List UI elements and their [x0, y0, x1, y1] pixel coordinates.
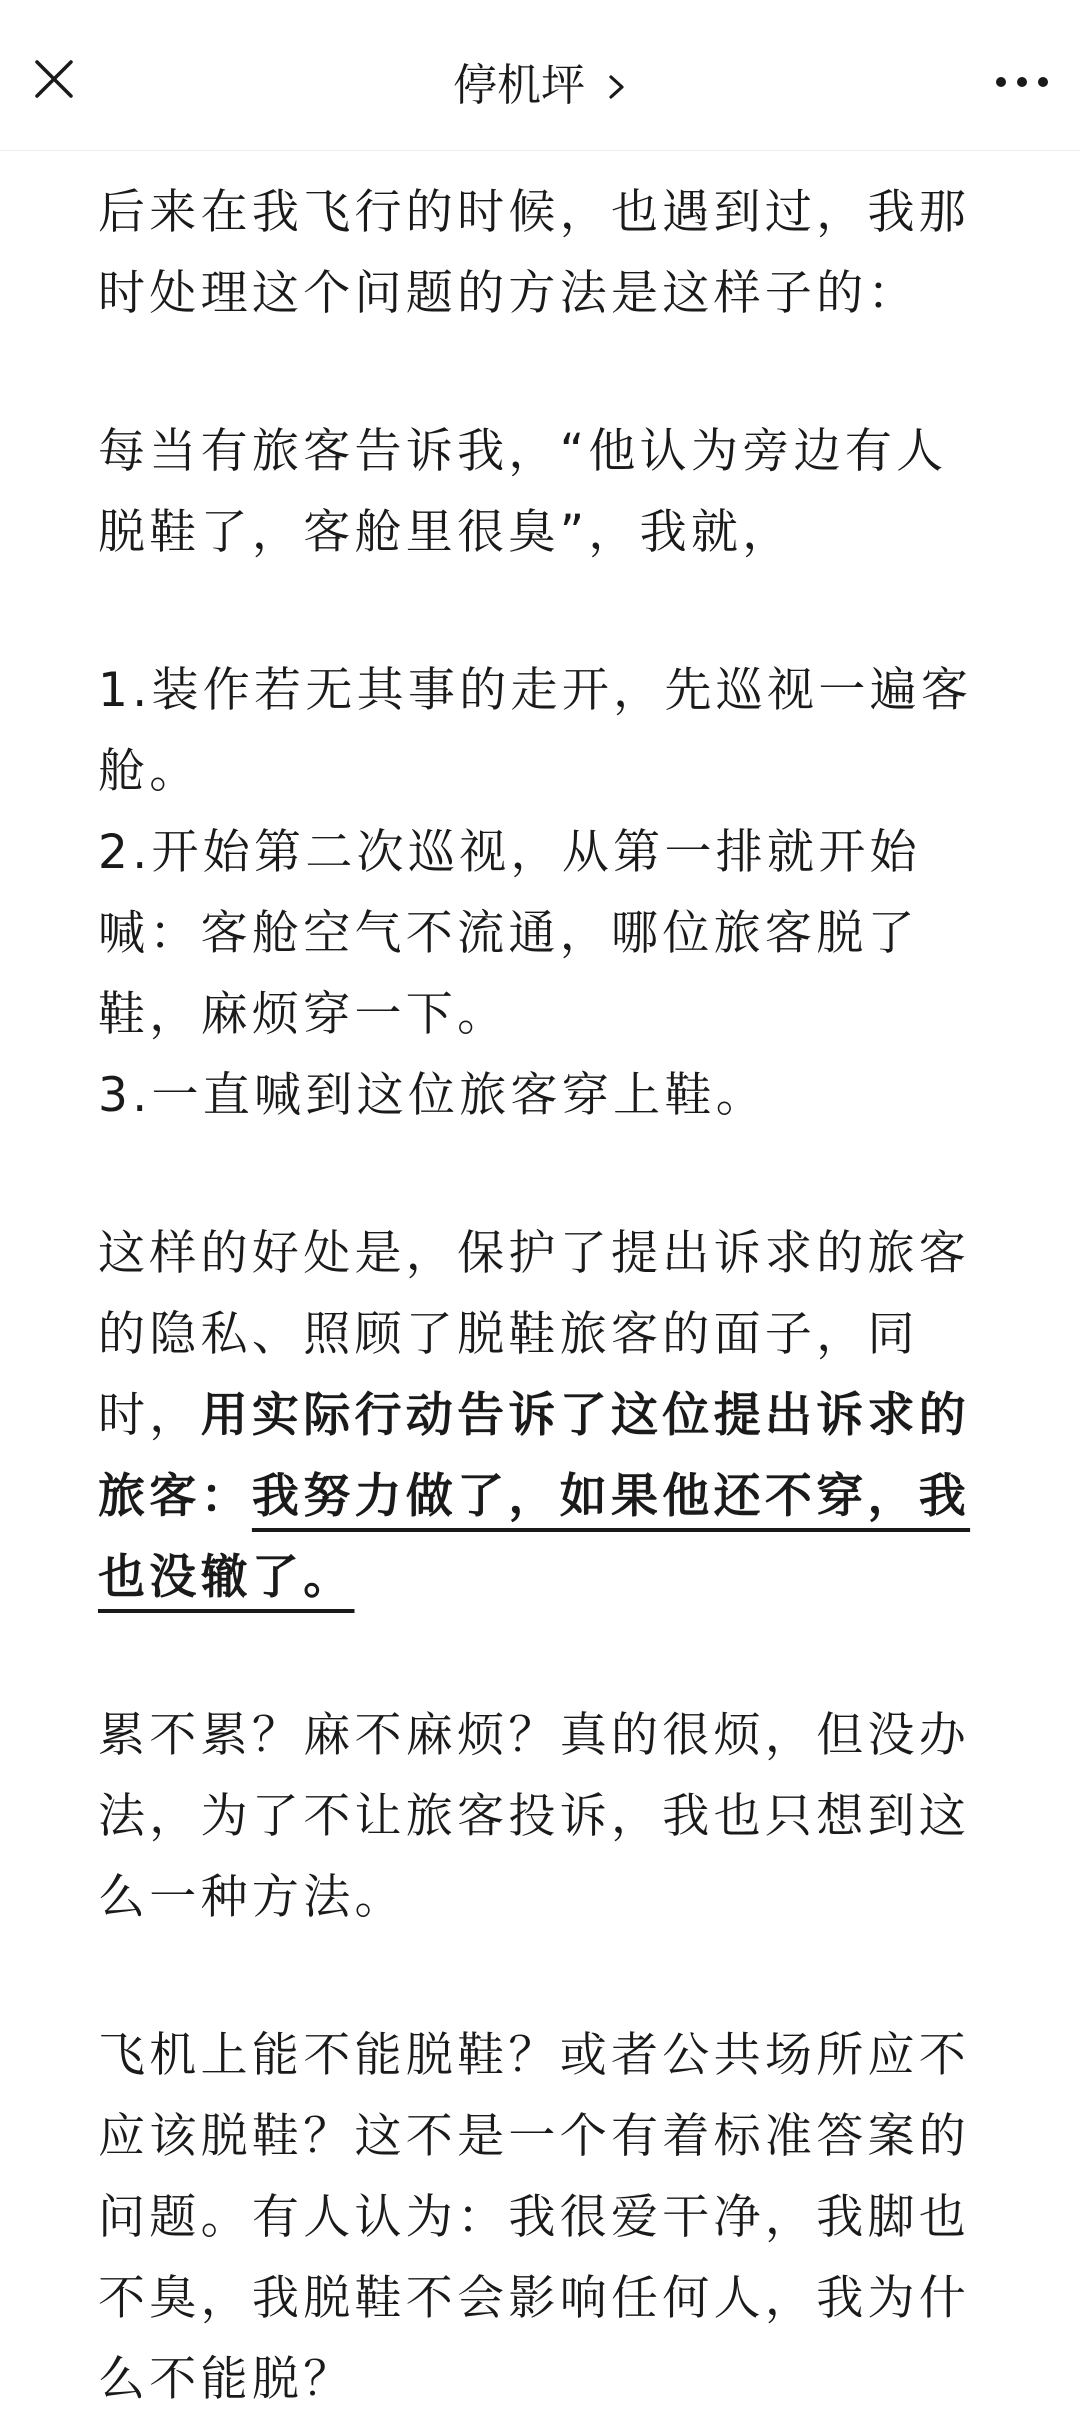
article-body [98, 172, 988, 2420]
benefits-bold-text: 用实际行动告诉了这位提出诉求的旅客： [98, 1388, 971, 1524]
page-title: 停机坪 [453, 60, 585, 111]
paragraph-intro: 后来在我飞行的时候，也遇到过，我那时处理这个问题的方法是这样子的： [98, 185, 971, 321]
more-dots-icon [992, 70, 1052, 94]
top-navigation-bar [0, 0, 1080, 151]
benefits-text: 这样的好处是，保护了提出诉求的旅客的隐私、照顾了脱鞋旅客的面子，同时， [98, 1226, 971, 1443]
more-options-button[interactable] [992, 70, 1052, 94]
paragraph-question: 飞机上能不能脱鞋？或者公共场所应不应该脱鞋？这不是一个有着标准答案的问题。有人认为：我很爱干净，我脚也不臭，我脱鞋不会影响任何人，我为什么不能脱？ [98, 2028, 971, 2407]
paragraph-passenger-complaint: 每当有旅客告诉我，“他认为旁边有人脱鞋了，客舱里很臭”，我就， [98, 424, 948, 560]
paragraph-benefits [98, 1213, 988, 1618]
list-item: 3.一直喊到这位旅客穿上鞋。 [98, 1068, 768, 1123]
paragraph-troublesome: 累不累？麻不麻烦？真的很烦，但没办法，为了不让旅客投诉，我也只想到这么一种方法。 [98, 1708, 971, 1925]
page-title-link[interactable] [0, 58, 1080, 116]
list-item: 2.开始第二次巡视，从第一排就开始喊：客舱空气不流通，哪位旅客脱了鞋，麻烦穿一下。 [98, 825, 921, 1042]
chevron-right-icon [607, 60, 627, 116]
benefits-bold-underlined-text: 我努力做了，如果他还不穿，我也没辙了。 [98, 1469, 971, 1605]
list-item: 1.装作若无其事的走开，先巡视一遍客舱。 [98, 663, 973, 799]
steps-list [98, 650, 988, 1136]
